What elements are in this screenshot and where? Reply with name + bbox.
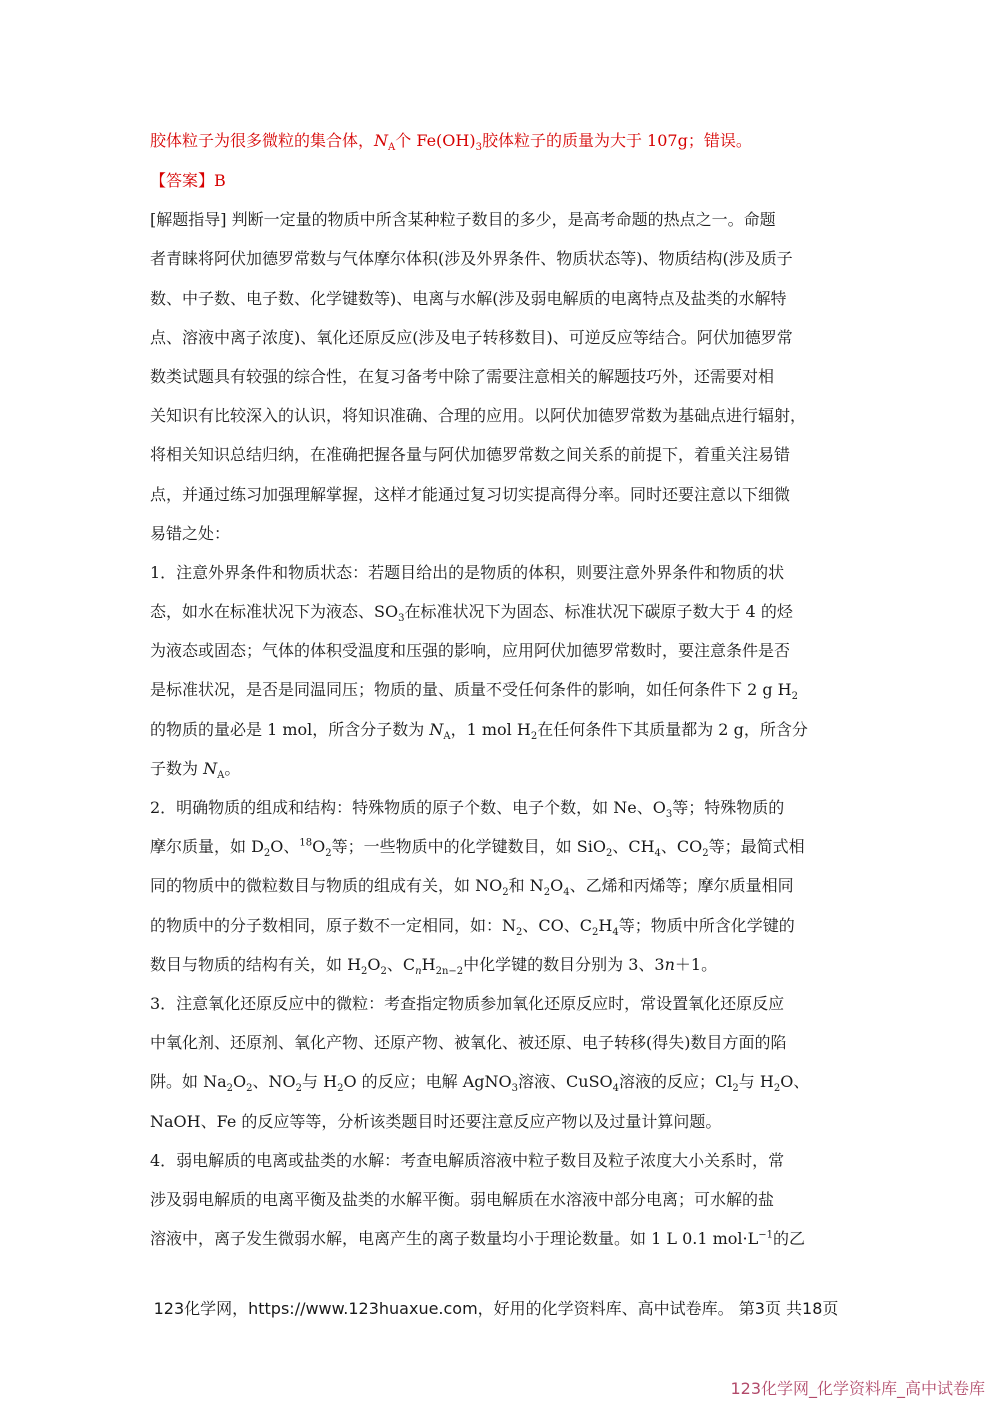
- page-footer: 123化学网，https://www.123huaxue.com，好用的化学资料库、高中试卷库。 第3页 共18页: [153, 1299, 839, 1318]
- text-line: 点、溶液中离子浓度)、氧化还原反应(涉及电子转移数目)、可逆反应等结合。阿伏加德罗常: [150, 327, 793, 347]
- text-line: 子数为 $N_A$。: [150, 758, 241, 781]
- text-line: NaOH、Fe 的反应等等，分析该类题目时还要注意反应产物以及过量计算问题。: [150, 1111, 722, 1131]
- text-line: 溶液中，离子发生微弱水解，电离产生的离子数量均小于理论数量。如 1 L 0.1 $mol\cdot L^{-1}$的乙: [150, 1229, 805, 1249]
- text-line: 涉及弱电解质的电离平衡及盐类的水解平衡。弱电解质在水溶液中部分电离；可水解的盐: [150, 1189, 775, 1209]
- text-line: 的物质中的分子数相同，原子数不一定相同，如：$N_2$、CO、$C_2H_4$等；物质中所含化学键的: [150, 915, 795, 938]
- text-line: 将相关知识总结归纳，在准确把握各量与阿伏加德罗常数之间关系的前提下，着重关注易错: [150, 445, 791, 465]
- text-line: 摩尔质量，如 $D_2O$、$^{18}O_2$等；一些物质中的化学键数目，如 SiO$_2$、$CH_4$、$CO_2$等；最简式相: [150, 837, 805, 860]
- text-line: 数、中子数、电子数、化学键数等)、电离与水解(涉及弱电解质的电离特点及盐类的水解特: [150, 288, 787, 308]
- text-line: 为液态或固态；气体的体积受温度和压强的影响，应用阿伏加德罗常数时，要注意条件是否: [150, 641, 791, 661]
- document-body: [150, 121, 842, 1258]
- text-line: 胶体粒子为很多微粒的集合体，$N_A$个 $Fe(OH)_3$胶体粒子的质量为大于 107g；错误。: [150, 131, 752, 154]
- text-line: 易错之处：: [150, 523, 231, 543]
- text-line: 中氧化剂、还原剂、氧化产物、还原产物、被氧化、被还原、电子转移(得失)数目方面的陷: [150, 1033, 787, 1053]
- text-line: 关知识有比较深入的认识，将知识准确、合理的应用。以阿伏加德罗常数为基础点进行辐射，: [150, 406, 807, 426]
- text-line: [解题指导] 判断一定量的物质中所含某种粒子数目的多少，是高考命题的热点之一。命题: [150, 210, 776, 230]
- text-line: 数目与物质的结构有关，如 $H_2O_2$、$C_nH_{2n-2}$中化学键的数目分别为 3、3n＋1。: [150, 954, 718, 977]
- watermark-text: 123化学网_化学资料库_高中试卷库: [730, 1379, 985, 1398]
- text-line: 1．注意外界条件和物质状态：若题目给出的是物质的体积，则要注意外界条件和物质的状: [150, 562, 785, 582]
- text-line: 的物质的量必是 1 mol，所含分子数为 $N_A$，1 mol $H_2$在任何条件下其质量都为 2 g，所含分: [150, 719, 808, 742]
- text-line: 数类试题具有较强的综合性，在复习备考中除了需要注意相关的解题技巧外，还需要对相: [150, 366, 775, 386]
- text-line: 4．弱电解质的电离或盐类的水解：考查电解质溶液中粒子数目及粒子浓度大小关系时，常: [150, 1150, 785, 1170]
- text-line: 者青睐将阿伏加德罗常数与气体摩尔体积(涉及外界条件、物质状态等)、物质结构(涉及质子: [150, 249, 793, 269]
- text-line: 点，并通过练习加强理解掌握，这样才能通过复习切实提高得分率。同时还要注意以下细微: [150, 484, 791, 504]
- text-line: 阱。如 $Na_2O_2$、$NO_2$与 $H_2O$ 的反应；电解 AgNO$_3$溶液、CuSO$_4$溶液的反应；$Cl_2$与 $H_2O$、: [150, 1072, 810, 1095]
- text-line: 2．明确物质的组成和结构：特殊物质的原子个数、电子个数，如 Ne、$O_3$等；特殊物质的: [150, 798, 785, 821]
- text-line: 是标准状况，是否是同温同压；物质的量、质量不受任何条件的影响，如任何条件下 2 g $H_2$: [150, 680, 799, 703]
- text-line: 同的物质中的微粒数目与物质的组成有关，如 $NO_2$和 $N_2O_4$、乙烯和丙烯等；摩尔质量相同: [150, 876, 794, 899]
- text-line: 3．注意氧化还原反应中的微粒：考查指定物质参加氧化还原反应时，常设置氧化还原反应: [150, 993, 785, 1013]
- answer-label: 【答案】B: [150, 171, 226, 190]
- text-line: 态，如水在标准状况下为液态、$SO_3$在标准状况下为固态、标准状况下碳原子数大于 4 的烃: [150, 602, 793, 625]
